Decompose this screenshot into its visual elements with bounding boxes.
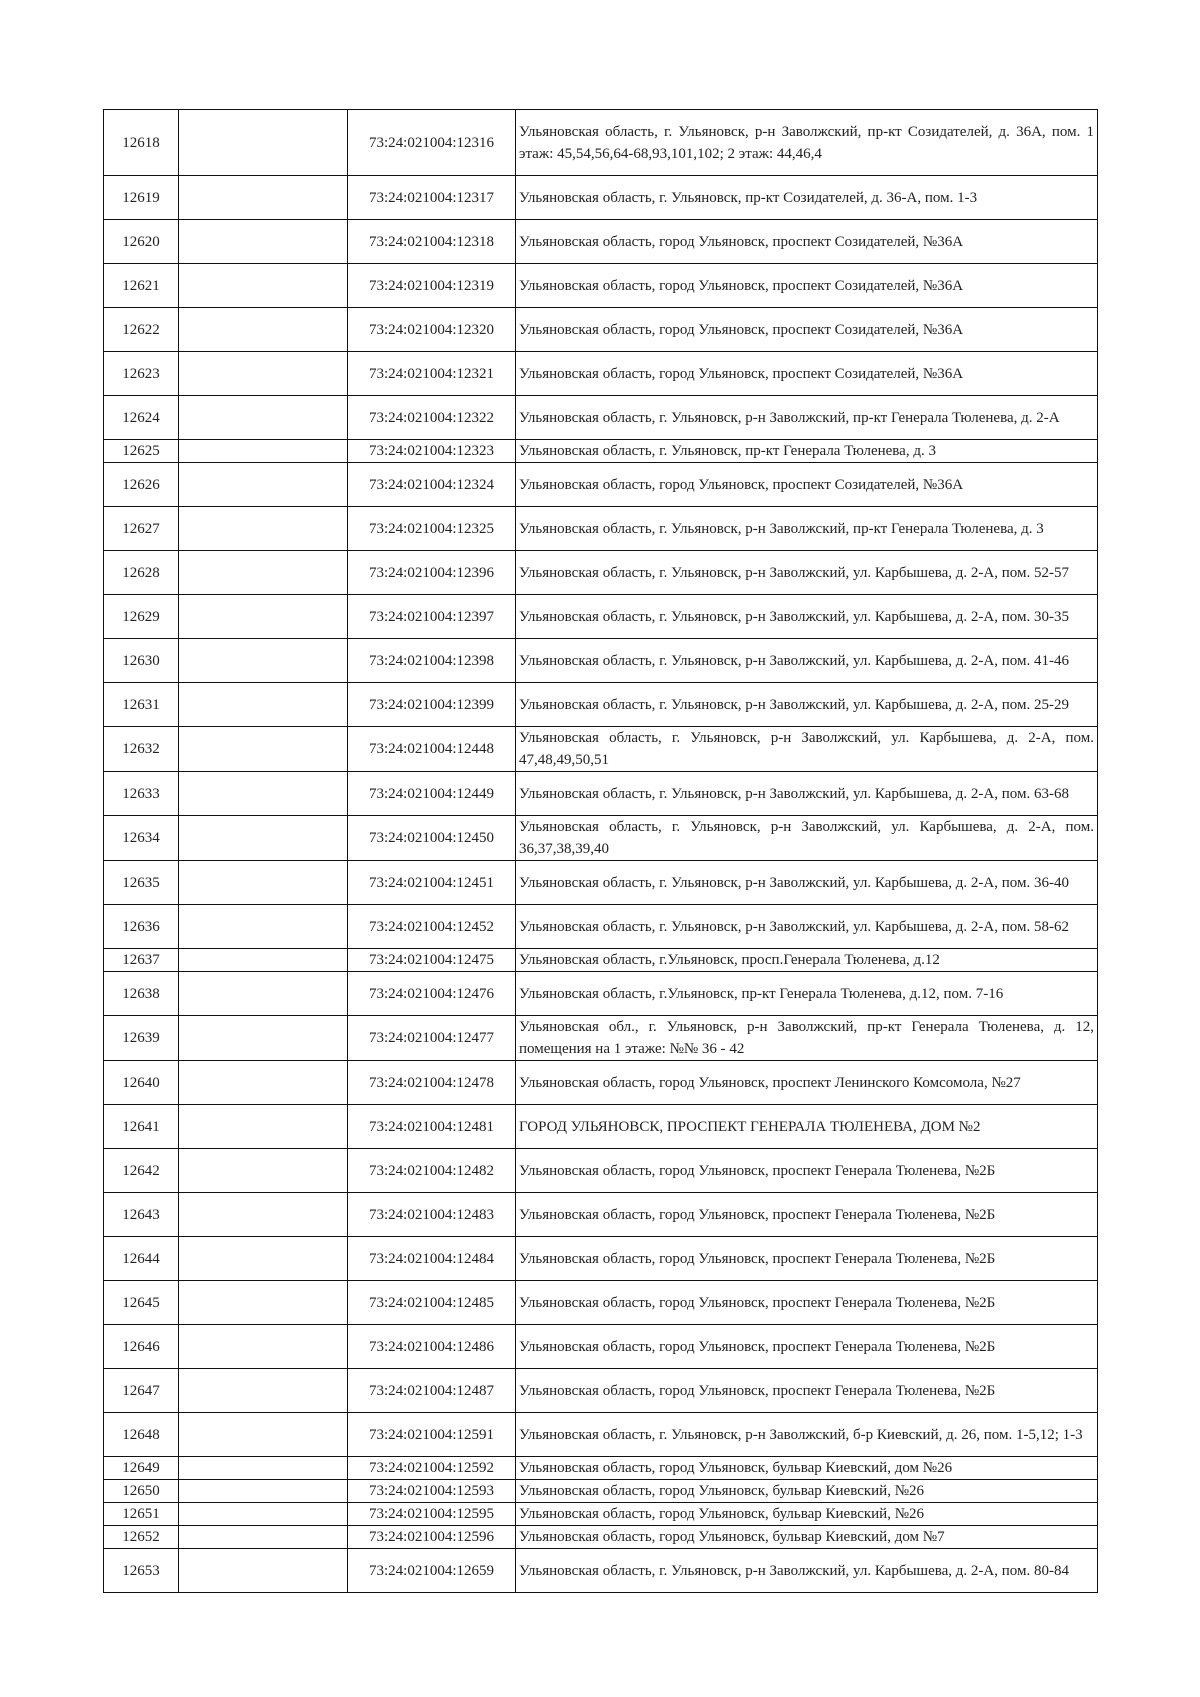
table-row	[104, 176, 1098, 220]
row-number-cell: 12636	[104, 905, 179, 949]
address-cell: Ульяновская область, г. Ульяновск, р-н Заволжский, ул. Карбышева, д. 2-А, пом. 36,37,38,39,40	[516, 816, 1098, 861]
address-cell: Ульяновская область, город Ульяновск, проспект Созидателей, №36А	[516, 264, 1098, 308]
table-row	[104, 683, 1098, 727]
address-cell: ГОРОД УЛЬЯНОВСК, ПРОСПЕКТ ГЕНЕРАЛА ТЮЛЕНЕВА, ДОМ №2	[516, 1105, 1098, 1149]
cadastral-number-cell: 73:24:021004:12595	[348, 1503, 516, 1526]
cadastral-number-cell: 73:24:021004:12450	[348, 816, 516, 861]
table-row	[104, 1480, 1098, 1503]
cadastral-number-cell: 73:24:021004:12485	[348, 1281, 516, 1325]
cadastral-number-cell: 73:24:021004:12318	[348, 220, 516, 264]
table-row	[104, 772, 1098, 816]
cadastral-number-cell: 73:24:021004:12322	[348, 396, 516, 440]
cadastral-number-cell: 73:24:021004:12323	[348, 440, 516, 463]
row-number-cell: 12642	[104, 1149, 179, 1193]
table-row	[104, 1549, 1098, 1593]
address-cell: Ульяновская область, г. Ульяновск, р-н Заволжский, ул. Карбышева, д. 2-А, пом. 52-57	[516, 551, 1098, 595]
address-cell: Ульяновская область, г.Ульяновск, просп.Генерала Тюленева, д.12	[516, 949, 1098, 972]
table-row	[104, 551, 1098, 595]
cadastral-number-cell: 73:24:021004:12320	[348, 308, 516, 352]
cadastral-number-cell: 73:24:021004:12487	[348, 1369, 516, 1413]
empty-cell	[179, 1526, 348, 1549]
address-cell: Ульяновская область, г. Ульяновск, р-н Заволжский, ул. Карбышева, д. 2-А, пом. 63-68	[516, 772, 1098, 816]
empty-cell	[179, 905, 348, 949]
cadastral-number-cell: 73:24:021004:12592	[348, 1457, 516, 1480]
cadastral-number-cell: 73:24:021004:12317	[348, 176, 516, 220]
row-number-cell: 12647	[104, 1369, 179, 1413]
table-row	[104, 110, 1098, 176]
empty-cell	[179, 1149, 348, 1193]
table-row	[104, 220, 1098, 264]
row-number-cell: 12643	[104, 1193, 179, 1237]
address-cell: Ульяновская область, город Ульяновск, проспект Ленинского Комсомола, №27	[516, 1061, 1098, 1105]
row-number-cell: 12635	[104, 861, 179, 905]
empty-cell	[179, 595, 348, 639]
row-number-cell: 12628	[104, 551, 179, 595]
table-row	[104, 264, 1098, 308]
row-number-cell: 12644	[104, 1237, 179, 1281]
row-number-cell: 12625	[104, 440, 179, 463]
table-row	[104, 440, 1098, 463]
cadastral-number-cell: 73:24:021004:12316	[348, 110, 516, 176]
empty-cell	[179, 1061, 348, 1105]
address-cell: Ульяновская область, город Ульяновск, проспект Созидателей, №36А	[516, 220, 1098, 264]
address-cell: Ульяновская область, город Ульяновск, проспект Генерала Тюленева, №2Б	[516, 1325, 1098, 1369]
table-row	[104, 1193, 1098, 1237]
cadastral-number-cell: 73:24:021004:12449	[348, 772, 516, 816]
address-cell: Ульяновская область, город Ульяновск, проспект Генерала Тюленева, №2Б	[516, 1149, 1098, 1193]
table-row	[104, 1149, 1098, 1193]
table-row	[104, 396, 1098, 440]
table-row	[104, 1457, 1098, 1480]
empty-cell	[179, 949, 348, 972]
empty-cell	[179, 220, 348, 264]
empty-cell	[179, 1480, 348, 1503]
row-number-cell: 12631	[104, 683, 179, 727]
cadastral-number-cell: 73:24:021004:12478	[348, 1061, 516, 1105]
row-number-cell: 12624	[104, 396, 179, 440]
address-cell: Ульяновская область, город Ульяновск, проспект Созидателей, №36А	[516, 463, 1098, 507]
row-number-cell: 12641	[104, 1105, 179, 1149]
table-row	[104, 1325, 1098, 1369]
address-cell: Ульяновская область, г. Ульяновск, р-н Заволжский, пр-кт Генерала Тюленева, д. 2-А	[516, 396, 1098, 440]
table-row	[104, 1369, 1098, 1413]
address-cell: Ульяновская область, г. Ульяновск, р-н Заволжский, пр-кт Созидателей, д. 36А, пом. 1 этаж: 45,54,56,64-68,93,101,102; 2 этаж: 44,46,4	[516, 110, 1098, 176]
address-cell: Ульяновская область, г. Ульяновск, р-н Заволжский, пр-кт Генерала Тюленева, д. 3	[516, 507, 1098, 551]
address-cell: Ульяновская область, г. Ульяновск, р-н Заволжский, ул. Карбышева, д. 2-А, пом. 41-46	[516, 639, 1098, 683]
table-row	[104, 905, 1098, 949]
table-row	[104, 639, 1098, 683]
empty-cell	[179, 683, 348, 727]
address-cell: Ульяновская область, город Ульяновск, проспект Генерала Тюленева, №2Б	[516, 1193, 1098, 1237]
table-row	[104, 1061, 1098, 1105]
empty-cell	[179, 110, 348, 176]
cadastral-number-cell: 73:24:021004:12448	[348, 727, 516, 772]
row-number-cell: 12618	[104, 110, 179, 176]
table-row	[104, 727, 1098, 772]
address-cell: Ульяновская область, город Ульяновск, проспект Созидателей, №36А	[516, 352, 1098, 396]
address-cell: Ульяновская область, город Ульяновск, бульвар Киевский, дом №26	[516, 1457, 1098, 1480]
address-cell: Ульяновская область, город Ульяновск, проспект Генерала Тюленева, №2Б	[516, 1237, 1098, 1281]
empty-cell	[179, 1503, 348, 1526]
cadastral-number-cell: 73:24:021004:12484	[348, 1237, 516, 1281]
row-number-cell: 12630	[104, 639, 179, 683]
empty-cell	[179, 639, 348, 683]
empty-cell	[179, 1413, 348, 1457]
table-row	[104, 463, 1098, 507]
empty-cell	[179, 1105, 348, 1149]
row-number-cell: 12622	[104, 308, 179, 352]
row-number-cell: 12651	[104, 1503, 179, 1526]
address-cell: Ульяновская область, город Ульяновск, проспект Генерала Тюленева, №2Б	[516, 1369, 1098, 1413]
empty-cell	[179, 1325, 348, 1369]
row-number-cell: 12645	[104, 1281, 179, 1325]
row-number-cell: 12621	[104, 264, 179, 308]
address-cell: Ульяновская область, г. Ульяновск, р-н Заволжский, ул. Карбышева, д. 2-А, пом. 80-84	[516, 1549, 1098, 1593]
table-row	[104, 1526, 1098, 1549]
empty-cell	[179, 308, 348, 352]
table-row	[104, 1281, 1098, 1325]
empty-cell	[179, 972, 348, 1016]
cadastral-number-cell: 73:24:021004:12325	[348, 507, 516, 551]
empty-cell	[179, 176, 348, 220]
table-row	[104, 972, 1098, 1016]
address-cell: Ульяновская область, город Ульяновск, проспект Созидателей, №36А	[516, 308, 1098, 352]
cadastral-number-cell: 73:24:021004:12452	[348, 905, 516, 949]
cadastral-number-cell: 73:24:021004:12399	[348, 683, 516, 727]
cadastral-number-cell: 73:24:021004:12475	[348, 949, 516, 972]
cadastral-number-cell: 73:24:021004:12483	[348, 1193, 516, 1237]
empty-cell	[179, 1281, 348, 1325]
empty-cell	[179, 1016, 348, 1061]
empty-cell	[179, 352, 348, 396]
table-row	[104, 816, 1098, 861]
table-row	[104, 1237, 1098, 1281]
empty-cell	[179, 861, 348, 905]
address-cell: Ульяновская обл., г. Ульяновск, р-н Заволжский, пр-кт Генерала Тюленева, д. 12, помещения на 1 этаже: №№ 36 - 42	[516, 1016, 1098, 1061]
cadastral-number-cell: 73:24:021004:12324	[348, 463, 516, 507]
cadastral-number-cell: 73:24:021004:12319	[348, 264, 516, 308]
table-row	[104, 352, 1098, 396]
row-number-cell: 12639	[104, 1016, 179, 1061]
cadastral-number-cell: 73:24:021004:12451	[348, 861, 516, 905]
address-cell: Ульяновская область, г. Ульяновск, р-н Заволжский, ул. Карбышева, д. 2-А, пом. 30-35	[516, 595, 1098, 639]
empty-cell	[179, 727, 348, 772]
address-cell: Ульяновская область, город Ульяновск, бульвар Киевский, №26	[516, 1480, 1098, 1503]
address-cell: Ульяновская область, г. Ульяновск, пр-кт Созидателей, д. 36-А, пом. 1-3	[516, 176, 1098, 220]
registry-table-body	[104, 110, 1098, 1593]
empty-cell	[179, 1549, 348, 1593]
registry-table	[103, 109, 1098, 1593]
table-row	[104, 1105, 1098, 1149]
cadastral-number-cell: 73:24:021004:12476	[348, 972, 516, 1016]
table-row	[104, 861, 1098, 905]
row-number-cell: 12633	[104, 772, 179, 816]
table-row	[104, 507, 1098, 551]
address-cell: Ульяновская область, город Ульяновск, бульвар Киевский, №26	[516, 1503, 1098, 1526]
table-row	[104, 1503, 1098, 1526]
row-number-cell: 12649	[104, 1457, 179, 1480]
row-number-cell: 12646	[104, 1325, 179, 1369]
cadastral-number-cell: 73:24:021004:12482	[348, 1149, 516, 1193]
empty-cell	[179, 396, 348, 440]
empty-cell	[179, 551, 348, 595]
cadastral-number-cell: 73:24:021004:12596	[348, 1526, 516, 1549]
row-number-cell: 12626	[104, 463, 179, 507]
empty-cell	[179, 507, 348, 551]
row-number-cell: 12623	[104, 352, 179, 396]
empty-cell	[179, 1193, 348, 1237]
cadastral-number-cell: 73:24:021004:12591	[348, 1413, 516, 1457]
cadastral-number-cell: 73:24:021004:12659	[348, 1549, 516, 1593]
row-number-cell: 12627	[104, 507, 179, 551]
empty-cell	[179, 816, 348, 861]
cadastral-number-cell: 73:24:021004:12477	[348, 1016, 516, 1061]
empty-cell	[179, 1369, 348, 1413]
row-number-cell: 12619	[104, 176, 179, 220]
cadastral-number-cell: 73:24:021004:12321	[348, 352, 516, 396]
row-number-cell: 12650	[104, 1480, 179, 1503]
row-number-cell: 12629	[104, 595, 179, 639]
empty-cell	[179, 463, 348, 507]
empty-cell	[179, 264, 348, 308]
cadastral-number-cell: 73:24:021004:12486	[348, 1325, 516, 1369]
address-cell: Ульяновская область, г. Ульяновск, р-н Заволжский, ул. Карбышева, д. 2-А, пом. 47,48,49,50,51	[516, 727, 1098, 772]
row-number-cell: 12638	[104, 972, 179, 1016]
address-cell: Ульяновская область, г. Ульяновск, пр-кт Генерала Тюленева, д. 3	[516, 440, 1098, 463]
address-cell: Ульяновская область, город Ульяновск, проспект Генерала Тюленева, №2Б	[516, 1281, 1098, 1325]
row-number-cell: 12620	[104, 220, 179, 264]
cadastral-number-cell: 73:24:021004:12481	[348, 1105, 516, 1149]
cadastral-number-cell: 73:24:021004:12397	[348, 595, 516, 639]
row-number-cell: 12634	[104, 816, 179, 861]
empty-cell	[179, 772, 348, 816]
row-number-cell: 12637	[104, 949, 179, 972]
empty-cell	[179, 440, 348, 463]
table-row	[104, 949, 1098, 972]
row-number-cell: 12653	[104, 1549, 179, 1593]
address-cell: Ульяновская область, г. Ульяновск, р-н Заволжский, б-р Киевский, д. 26, пом. 1-5,12; 1-3	[516, 1413, 1098, 1457]
table-row	[104, 595, 1098, 639]
cadastral-number-cell: 73:24:021004:12398	[348, 639, 516, 683]
address-cell: Ульяновская область, г. Ульяновск, р-н Заволжский, ул. Карбышева, д. 2-А, пом. 36-40	[516, 861, 1098, 905]
empty-cell	[179, 1237, 348, 1281]
table-row	[104, 1413, 1098, 1457]
row-number-cell: 12648	[104, 1413, 179, 1457]
row-number-cell: 12632	[104, 727, 179, 772]
empty-cell	[179, 1457, 348, 1480]
row-number-cell: 12652	[104, 1526, 179, 1549]
address-cell: Ульяновская область, г. Ульяновск, р-н Заволжский, ул. Карбышева, д. 2-А, пом. 25-29	[516, 683, 1098, 727]
address-cell: Ульяновская область, г.Ульяновск, пр-кт Генерала Тюленева, д.12, пом. 7-16	[516, 972, 1098, 1016]
table-row	[104, 1016, 1098, 1061]
row-number-cell: 12640	[104, 1061, 179, 1105]
address-cell: Ульяновская область, город Ульяновск, бульвар Киевский, дом №7	[516, 1526, 1098, 1549]
cadastral-number-cell: 73:24:021004:12396	[348, 551, 516, 595]
table-row	[104, 308, 1098, 352]
cadastral-number-cell: 73:24:021004:12593	[348, 1480, 516, 1503]
address-cell: Ульяновская область, г. Ульяновск, р-н Заволжский, ул. Карбышева, д. 2-А, пом. 58-62	[516, 905, 1098, 949]
